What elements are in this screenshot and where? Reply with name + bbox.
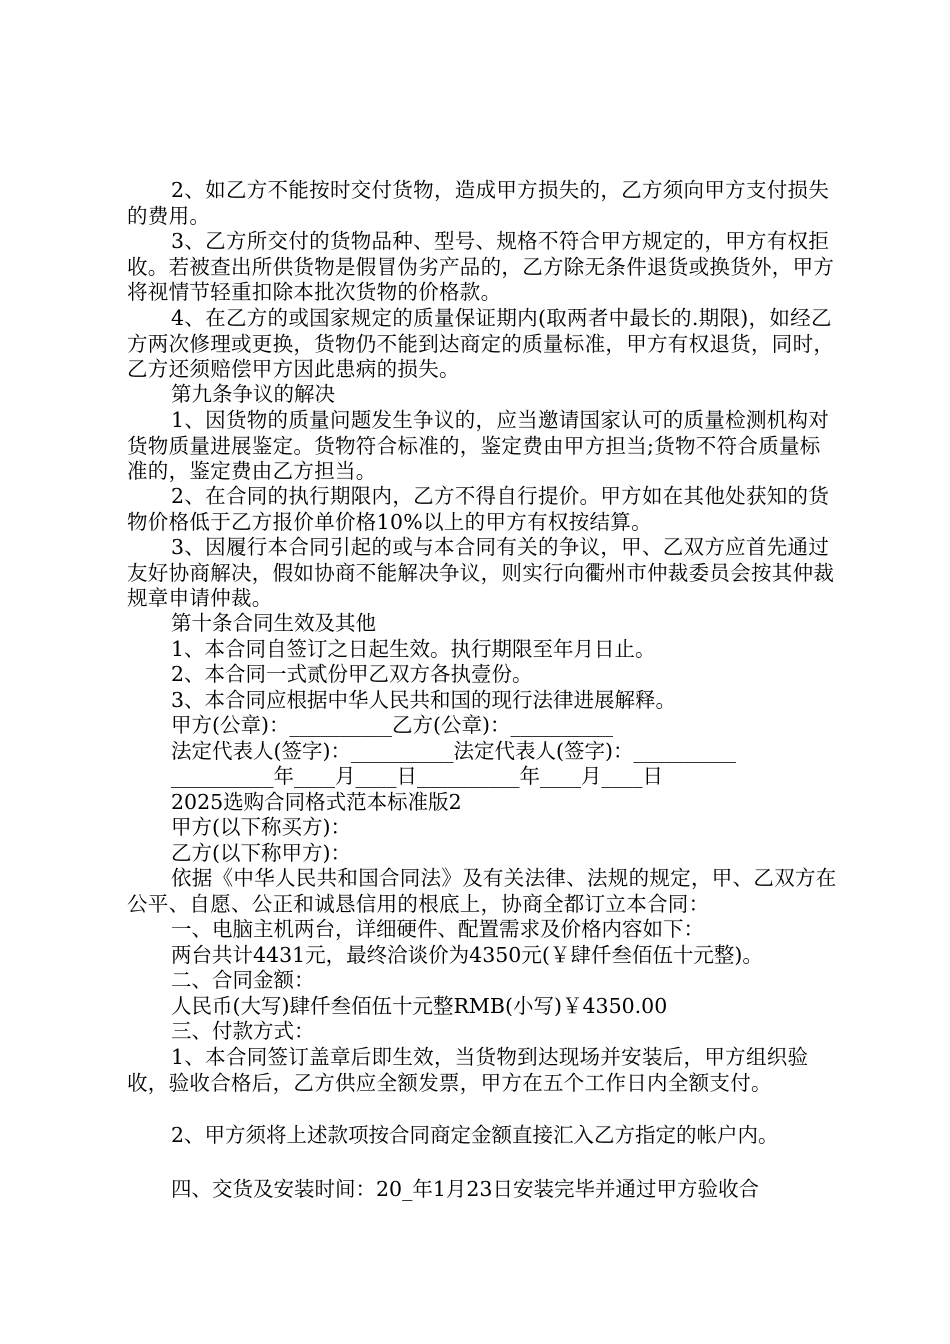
item-3-heading: 三、付款方式： xyxy=(171,1019,315,1043)
date-line: __________年____月____日__________年____月____日 xyxy=(171,764,663,788)
clause-9-heading: 第九条争议的解决 xyxy=(171,382,335,406)
signature-line: 法定代表人(签字)：__________法定代表人(签字)：__________ xyxy=(171,739,736,763)
clause-10-item-3: 3、本合同应根据中华人民共和国的现行法律进展解释。 xyxy=(171,688,677,712)
party-a-line: 甲方(以下称买方)： xyxy=(171,815,351,839)
payment-item-1: 1、本合同签订盖章后即生效，当货物到达现场并安装后，甲方组织验收，验收合格后，乙方供应全额发票，甲方在五个工作日内全额支付。 xyxy=(127,1045,809,1095)
clause-8-item-2: 2、如乙方不能按时交付货物，造成甲方损失的，乙方须向甲方支付损失的费用。 xyxy=(127,178,830,228)
clause-10-item-1: 1、本合同自签订之日起生效。执行期限至年月日止。 xyxy=(171,637,656,661)
clause-8-item-4: 4、在乙方的或国家规定的质量保证期内(取两者中最长的.期限)，如经乙方两次修理或更换，货物仍不能到达商定的质量标准，甲方有权退货，同时，乙方还须赔偿甲方因此患病的损失。 xyxy=(127,306,835,382)
preamble: 依据《中华人民共和国合同法》及有关法律、法规的规定，甲、乙双方在公平、自愿、公正和诚恳信用的根底上，协商全都订立本合同： xyxy=(127,866,837,916)
party-b-line: 乙方(以下称甲方)： xyxy=(171,841,351,865)
payment-item-2: 2、甲方须将上述款项按合同商定金额直接汇入乙方指定的帐户内。 xyxy=(171,1123,779,1147)
clause-9-item-3: 3、因履行本合同引起的或与本合同有关的争议，甲、乙双方应首先通过友好协商解决，假如协商不能解决争议，则实行向衢州市仲裁委员会按其仲裁规章申请仲裁。 xyxy=(127,535,835,611)
clause-10-heading: 第十条合同生效及其他 xyxy=(171,611,376,635)
price-line: 两台共计4431元，最终洽谈价为4350元(￥肆仟叁佰伍十元整)。 xyxy=(171,943,763,967)
second-contract-title: 2025选购合同格式范本标准版2 xyxy=(171,790,462,814)
clause-9-item-2: 2、在合同的执行期限内，乙方不得自行提价。甲方如在其他处获知的货物价格低于乙方报价单价格10%以上的甲方有权按结算。 xyxy=(127,484,830,534)
clause-10-item-2: 2、本合同一式贰份甲乙双方各执壹份。 xyxy=(171,662,533,686)
item-4-delivery: 四、交货及安装时间：20_年1月23日安装完毕并通过甲方验收合 xyxy=(171,1177,759,1201)
item-2-heading: 二、合同金额： xyxy=(171,968,315,992)
seal-line: 甲方(公章)：__________乙方(公章)：__________ xyxy=(171,713,613,737)
amount-line: 人民币(大写)肆仟叁佰伍十元整RMB(小写)￥4350.00 xyxy=(171,994,668,1018)
clause-8-item-3: 3、乙方所交付的货物品种、型号、规格不符合甲方规定的，甲方有权拒收。若被查出所供货物是假冒伪劣产品的，乙方除无条件退货或换货外，甲方将视情节轻重扣除本批次货物的价格款。 xyxy=(127,229,835,305)
clause-9-item-1: 1、因货物的质量问题发生争议的，应当邀请国家认可的质量检测机构对货物质量进展鉴定。货物符合标准的，鉴定费由甲方担当;货物不符合质量标准的，鉴定费由乙方担当。 xyxy=(127,408,830,484)
item-1-heading: 一、电脑主机两台，详细硬件、配置需求及价格内容如下： xyxy=(171,917,704,941)
